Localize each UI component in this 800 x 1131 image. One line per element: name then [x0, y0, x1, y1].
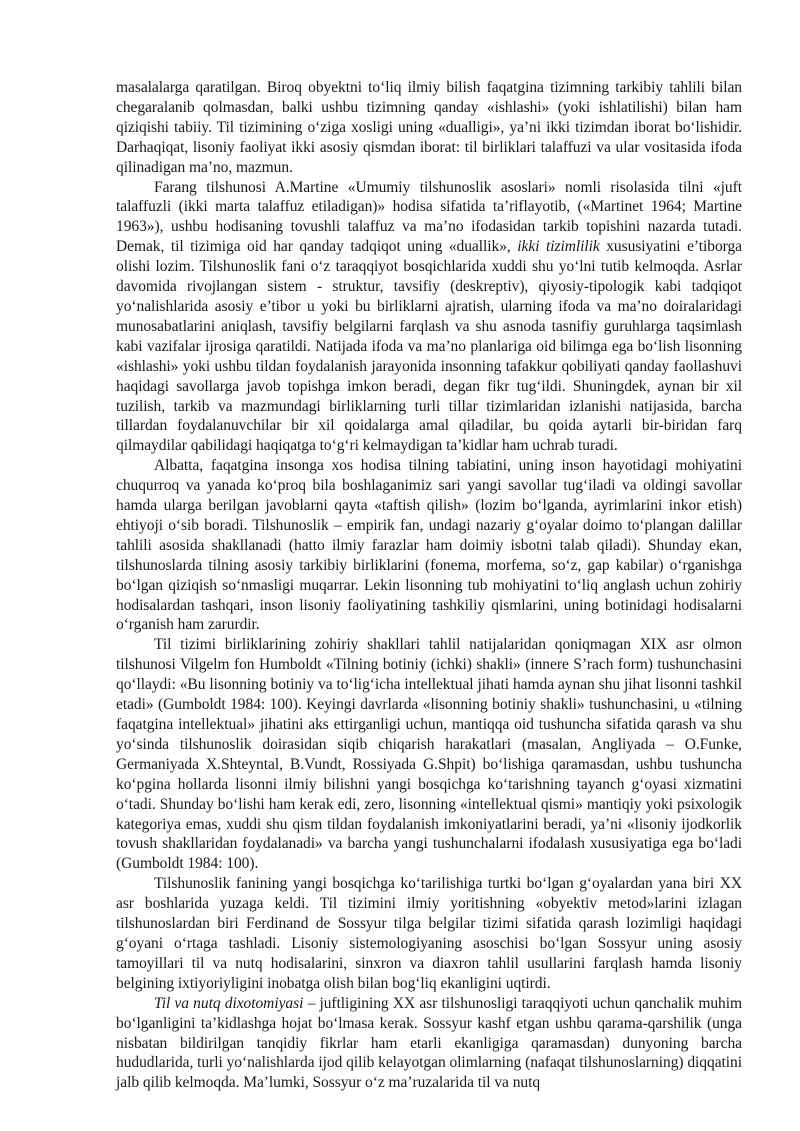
paragraph-humboldt: Til tizimi birliklarining zohiriy shakllari tahlil natijalaridan qoniqmagan XIX asr olmon tilshunosi Vilgelm fon Humboldt «Tilning botiniy (ichki) shakli» (innere S’rach form) tushunchasini qo‘llaydi: «Bu lisonning botiniy va to‘lig‘icha intellektual jihati hamda aynan shu jihat lisonni tashkil etadi» (Gumboldt 1984: 100). Keyingi davrlarda «lisonning botiniy shakli» tushunchasini, u «tilning faqatgina intellektual» jihatini aks ettirganligi uchun, mantiqqa oid tushuncha sifatida qarash va shu yo‘sinda tilshunoslik doirasidan siqib chiqarish harakatlari (masalan, Angliyada – O.Funke, Germaniyada X.Shteyntal, B.Vundt, Rossiyada G.Shpit) bo‘lishiga qaramasdan, ushbu tushuncha ko‘pgina hollarda lisonni ilmiy bilishni yangi bosqichga ko‘tarishning tayanch g‘oyasi xizmatini o‘tadi. Shunday bo‘lishi ham kerak edi, zero, lisonning «intellektual qismi» mantiqiy yoki psixologik kategoriya emas, xuddi shu qism tildan foydalanish imkoniyatlarini beradi, ya’ni «lisoniy ijodkorlik tovush shakllaridan foydalanadi» va barcha yangi tushunchalarni ifodalash xususiyatiga ega bo‘ladi (Gumboldt 1984: 100).	[116, 636, 742, 873]
paragraph-albatta: Albatta, faqatgina insonga xos hodisa tilning tabiatini, uning inson hayotidagi mohiyatini chuqurroq va yanada ko‘proq bila boshlaganimiz sari yangi savollar tug‘iladi va oldingi savollar hamda ularga berilgan javoblarni qayta «taftish qilish» (lozim bo‘lganda, ayrimlarini inkor etish) ehtiyoji o‘sib boradi. Tilshunoslik – empirik fan, undagi nazariy g‘oyalar doimo to‘plangan dalillar tahlili asosida shakllanadi (hatto ilmiy farazlar ham doimiy isbotni talab qiladi). Shunday ekan, tilshunoslarda tilning asosiy tarkibiy birliklarini (fonema, morfema, so‘z, gap kabilar) o‘rganishga bo‘lgan qiziqish so‘nmasligi muqarrar. Lekin lisonning tub mohiyatini to‘liq anglash uchun zohiriy hodisalardan tashqari, inson lisoniy faoliyatining tashkiliy qismlarini, uning botinidagi hodisalarni o‘rganish ham zarurdir.	[116, 457, 742, 634]
paragraph-dichotomy	[116, 994, 742, 1094]
paragraph-martine-text-b: xususiyatini e’tiborga olishi lozim. Tilshunoslik fani o‘z taraqqiyot bosqichlarida xuddi shu yo‘lni tutib kelmoqda. Asrlar davomida rivojlangan sistem - struktur, tavsifiy (deskreptiv), qiyosiy-tipologik kabi tadqiqot yo‘nalishlarida asosiy e’tibor u yoki bu birliklarni ajratish, ularning ifoda va ma’no doiralaridagi munosabatlarini aniqlash, tavsifiy belgilarni farqlash va shu asnoda tasnifiy guruhlarga taqsimlash kabi vazifalar ijrosiga qaratildi. Natijada ifoda va ma’no planlariga oid bilimga ega bo‘lish lisonning «ishlashi» yoki ushbu tildan foydalanish jarayonida insonning tafakkur qobiliyati qanday faollashuvi haqidagi savollarga javob topishga imkon beradi, degan fikr tug‘ildi. Shuningdek, aynan bir xil tuzilish, tarkib va mazmundagi birliklarning turli tillar tizimlaridan izlanishi natijasida, barcha tillardan foydalanuvchilar bir xil qoidalarga amal qiladilar, bu qoida aytarli bir-biridan farq qilmaydilar qabilidagi haqiqatga to‘g‘ri kelmaydigan ta’kidlar ham uchrab turadi.	[116, 238, 743, 455]
paragraph-martine	[116, 178, 742, 457]
paragraph-martine-emphasis: ikki tizimlilik	[517, 238, 600, 256]
paragraph-continuation: masalalarga qaratilgan. Biroq obyektni to‘liq ilmiy bilish faqatgina tizimning tarkibiy tahlili bilan chegaralanib qolmasdan, balki ushbu tizimning qanday «ishlashi» (yoki ishlatilishi) bilan ham qiziqishi tabiiy. Til tizimining o‘ziga xosligi uning «dualligi», ya’ni ikki tizimdan iborat bo‘lishidir. Darhaqiqat, lisoniy faoliyat ikki asosiy qismdan iborat: til birliklari talaffuzi va ular vositasida ifoda qilinadigan ma’no, mazmun.	[116, 79, 742, 176]
paragraph-dichotomy-text: – juftligining XX asr tilshunosligi taraqqiyoti uchun qanchalik muhim bo‘lganligini ta’kidlashga hojat bo‘lmasa kerak. Sossyur kashf etgan ushbu qarama-qarshilik (unga nisbatan bildirilgan tanqidiy fikrlar ham etarli ekanligiga qaramasdan) dunyoning barcha hududlarida, turli yo‘nalishlarda ijod qilib kelayotgan olimlarning (nafaqat tilshunoslarning) diqqatini jalb qilib kelmoqda. Ma’lumki, Sossyur o‘z ma’ruzalarida til va nutq	[116, 994, 743, 1092]
paragraph-dichotomy-emphasis: Til va nutq dixotomiyasi	[154, 994, 304, 1012]
paragraph-martine-text-a: Farang tilshunosi A.Martine «Umumiy tilshunoslik asoslari» nomli risolasida tilni «juft talaffuzli (ikki marta talaffuz etiladigan)» hodisa sifatida ta’riflayotib, («Martinet 1964; Martine 1963»), ushbu hodisaning tovushli talaffuz va ma’no ifodasidan tarkib topishini nazarda tutadi. Demak, til tizimiga oid har qanday tadqiqot uning «duallik»,	[116, 178, 742, 256]
paragraph-sossyur: Tilshunoslik fanining yangi bosqichga ko‘tarilishiga turtki bo‘lgan g‘oyalardan yana biri XX asr boshlarida yuzaga keldi. Til tizimini ilmiy yoritishning «obyektiv metod»larini izlagan tilshunoslardan biri Ferdinand de Sossyur tilga belgilar tizimi sifatida qarash lozimligi haqidagi g‘oyani o‘rtaga tashladi. Lisoniy sistemologiyaning asoschisi bo‘lgan Sossyur uning asosiy tamoyillari til va nutq hodisalarini, sinxron va diaxron tahlil usullarini farqlash hamda lisoniy belgining ixtiyoriyligini inobatga olish bilan bog‘liq ekanligini uqtirdi.	[116, 875, 742, 992]
document-page	[116, 78, 742, 1093]
